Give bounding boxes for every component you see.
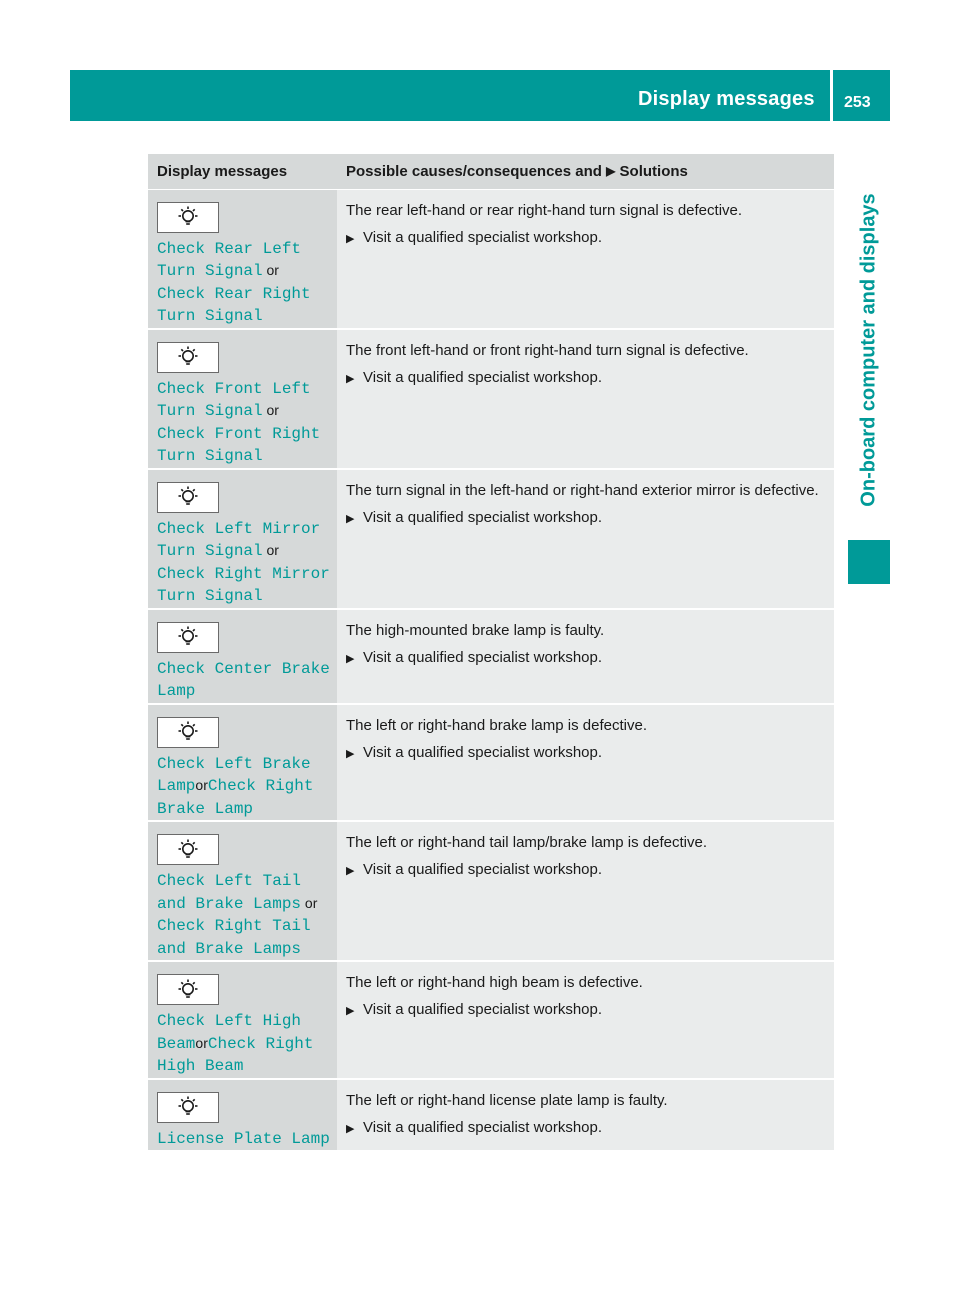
- display-message-code: Check Left Mirror: [157, 519, 321, 538]
- display-message-code: Lamp: [157, 682, 196, 700]
- display-message-line: [157, 238, 328, 261]
- cause-solution-cell: [337, 189, 834, 329]
- section-tab-marker: [848, 540, 890, 584]
- display-message-code: Check Left Tail: [157, 872, 302, 890]
- display-message-line: [157, 260, 328, 283]
- display-message-line: [157, 1055, 328, 1078]
- play-arrow-icon: ▶: [346, 232, 355, 245]
- display-message-code: Check Front Right: [157, 424, 321, 443]
- solution-text: Visit a qualified specialist workshop.: [363, 368, 603, 386]
- table-row: [148, 469, 834, 609]
- display-message-line: [157, 563, 328, 586]
- display-message-line: [157, 915, 328, 938]
- display-message-line: [157, 870, 328, 893]
- display-message-code: Check Right Mirror: [157, 564, 330, 583]
- page-number: 253: [844, 94, 871, 111]
- display-message-line: [157, 680, 328, 703]
- play-arrow-icon: ▶: [346, 372, 355, 385]
- bulb-icon: [157, 834, 219, 865]
- bulb-icon: [157, 342, 219, 373]
- display-message-code: Turn Signal: [157, 447, 263, 465]
- play-arrow-icon: ▶: [606, 163, 616, 178]
- cause-text: The high-mounted brake lamp is faulty.: [346, 621, 605, 639]
- display-message-code: Turn Signal: [157, 307, 263, 325]
- bulb-icon: [157, 202, 219, 233]
- play-arrow-icon: ▶: [346, 1005, 355, 1017]
- display-message-text: [157, 658, 328, 703]
- play-arrow-icon: ▶: [346, 865, 355, 877]
- display-message-code: and Brake Lamps: [157, 894, 302, 913]
- solution-step: [346, 999, 825, 1022]
- cause-text: The left or right-hand brake lamp is defective.: [346, 716, 647, 734]
- play-arrow-icon: ▶: [346, 512, 355, 525]
- cause-solution-cell: [337, 821, 834, 961]
- display-message-line: [157, 585, 328, 608]
- column-header-causes-solutions: [337, 154, 834, 189]
- display-message-cell: [148, 469, 337, 609]
- bulb-icon: [157, 482, 219, 513]
- display-message-line: [157, 400, 328, 423]
- display-messages-table: [148, 154, 834, 1152]
- display-message-line: [157, 753, 328, 776]
- display-message-code: Check Left Brake: [157, 754, 311, 773]
- section-tab-label: On-board computer and displays: [857, 193, 880, 507]
- page-title: Display messages: [638, 88, 815, 110]
- display-message-line: [157, 798, 328, 821]
- display-message-code: Check Rear Right: [157, 284, 311, 303]
- display-message-code: Check Center Brake: [157, 659, 330, 678]
- display-message-line: [157, 938, 328, 961]
- display-message-code: Check Front Left: [157, 379, 311, 398]
- table-row: [148, 821, 834, 961]
- play-arrow-icon: ▶: [346, 652, 355, 665]
- play-arrow-icon: ▶: [346, 747, 355, 760]
- solution-step: [346, 859, 825, 882]
- bulb-icon: [157, 717, 219, 748]
- display-message-code: License Plate Lamp: [157, 1129, 330, 1148]
- header-divider: [830, 70, 833, 121]
- solution-text: Visit a qualified specialist workshop.: [363, 228, 603, 246]
- or-connector: or: [195, 777, 208, 793]
- display-message-cell: [148, 329, 337, 469]
- display-message-line: [157, 378, 328, 401]
- play-arrow-icon: ▶: [346, 1122, 355, 1135]
- cause-text: The turn signal in the left-hand or right-hand exterior mirror is defective.: [346, 481, 819, 499]
- table-header-row: [148, 154, 834, 189]
- display-message-text: [157, 378, 328, 468]
- display-message-line: [157, 445, 328, 468]
- display-message-line: [157, 283, 328, 306]
- display-message-text: [157, 518, 328, 608]
- display-message-code: Beam: [157, 1034, 196, 1053]
- table-row: [148, 1079, 834, 1152]
- display-message-cell: [148, 704, 337, 822]
- column-header-solutions: Solutions: [619, 162, 688, 180]
- display-message-line: [157, 540, 328, 563]
- solution-text: Visit a qualified specialist workshop.: [363, 743, 603, 761]
- column-header-display-messages: Display messages: [148, 154, 337, 189]
- cause-solution-cell: [337, 469, 834, 609]
- solution-step: [346, 227, 825, 250]
- cause-solution-cell: [337, 609, 834, 704]
- display-message-cell: [148, 961, 337, 1079]
- display-message-code: and Brake Lamps: [157, 939, 302, 958]
- cause-text: The front left-hand or front right-hand turn signal is defective.: [346, 341, 749, 359]
- display-message-text: [157, 1128, 328, 1151]
- solution-text: Visit a qualified specialist workshop.: [363, 861, 603, 878]
- cause-text: The rear left-hand or rear right-hand turn signal is defective.: [346, 201, 743, 219]
- bulb-icon: [157, 974, 219, 1005]
- or-connector: or: [262, 262, 279, 278]
- cause-solution-cell: [337, 704, 834, 822]
- solution-text: Visit a qualified specialist workshop.: [363, 1001, 603, 1018]
- solution-step: [346, 1117, 825, 1140]
- table-row: [148, 609, 834, 704]
- solution-step: [346, 367, 825, 390]
- solution-step: [346, 742, 825, 765]
- cause-text: The left or right-hand license plate lamp is faulty.: [346, 1091, 668, 1109]
- display-message-line: [157, 893, 328, 916]
- solution-text: Visit a qualified specialist workshop.: [363, 508, 603, 526]
- display-message-line: [157, 658, 328, 681]
- display-message-text: [157, 1010, 328, 1078]
- display-message-text: [157, 870, 328, 960]
- display-message-code: Brake Lamp: [157, 799, 254, 818]
- solution-text: Visit a qualified specialist workshop.: [363, 1118, 603, 1136]
- cause-text: The left or right-hand high beam is defective.: [346, 974, 643, 991]
- display-message-code: Check Left High: [157, 1012, 302, 1030]
- table-row: [148, 329, 834, 469]
- display-message-text: [157, 238, 328, 328]
- solution-step: [346, 647, 825, 670]
- or-connector: or: [301, 894, 318, 911]
- display-message-code: Check Right: [207, 1034, 314, 1053]
- display-message-code: Turn Signal: [157, 542, 263, 560]
- display-message-code: Turn Signal: [157, 402, 263, 420]
- cause-solution-cell: [337, 961, 834, 1079]
- bulb-icon: [157, 622, 219, 653]
- display-message-line: [157, 518, 328, 541]
- display-message-code: High Beam: [157, 1057, 244, 1075]
- solution-text: Visit a qualified specialist workshop.: [363, 648, 603, 666]
- display-message-cell: [148, 609, 337, 704]
- bulb-icon: [157, 1092, 219, 1123]
- cause-solution-cell: [337, 1079, 834, 1152]
- display-message-line: [157, 1010, 328, 1033]
- display-message-code: Turn Signal: [157, 262, 263, 280]
- or-connector: or: [262, 402, 279, 418]
- display-message-line: [157, 423, 328, 446]
- display-message-line: [157, 305, 328, 328]
- display-message-code: Check Right Tail: [157, 917, 311, 935]
- display-message-cell: [148, 1079, 337, 1152]
- display-message-cell: [148, 821, 337, 961]
- or-connector: or: [262, 542, 279, 558]
- table-row: [148, 961, 834, 1079]
- column-header-text: Possible causes/consequences and: [346, 162, 602, 180]
- display-message-line: [157, 775, 328, 798]
- cause-text: The left or right-hand tail lamp/brake lamp is defective.: [346, 834, 708, 851]
- table-row: [148, 189, 834, 329]
- solution-step: [346, 507, 825, 530]
- display-message-text: [157, 753, 328, 821]
- display-message-code: Check Right: [207, 777, 314, 795]
- display-message-code: Check Rear Left: [157, 239, 302, 258]
- display-message-cell: [148, 189, 337, 329]
- or-connector: or: [195, 1034, 208, 1051]
- display-message-line: [157, 1128, 328, 1151]
- display-message-line: [157, 1033, 328, 1056]
- cause-solution-cell: [337, 329, 834, 469]
- display-message-code: Turn Signal: [157, 587, 263, 605]
- display-message-code: Lamp: [157, 777, 196, 795]
- table-row: [148, 704, 834, 822]
